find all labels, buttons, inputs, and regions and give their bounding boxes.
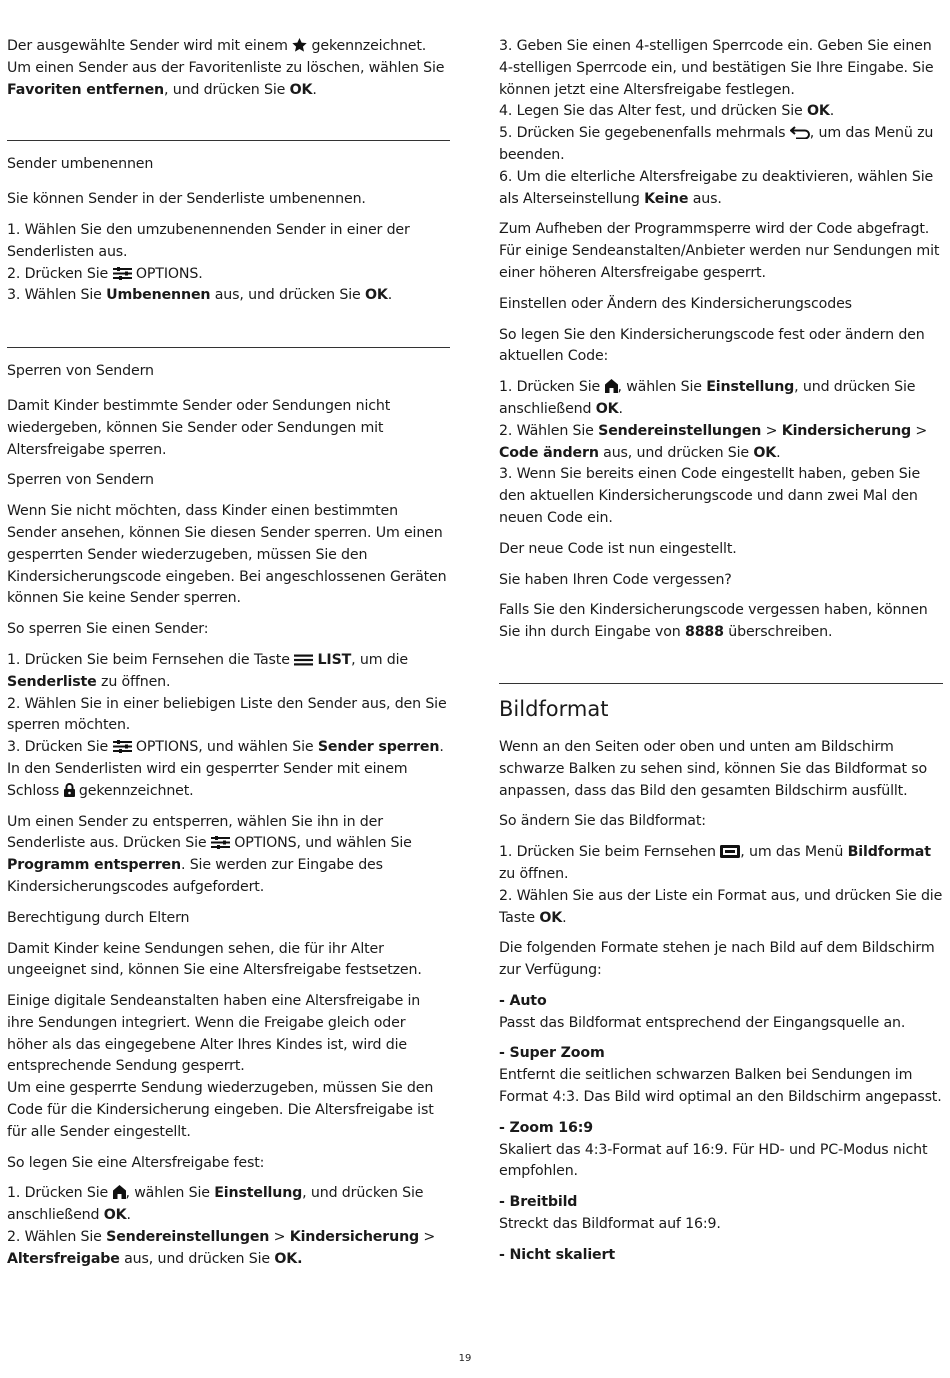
option-title: - Zoom 16:9 <box>499 1119 593 1136</box>
key-term: OPTIONS <box>135 265 199 282</box>
option-title: - Breitbild <box>499 1194 578 1211</box>
menu-term: Einstellung <box>214 1185 303 1202</box>
lock-icon <box>64 783 75 797</box>
code-value: 8888 <box>684 624 724 641</box>
text: > <box>423 1229 436 1246</box>
key-term: OPTIONS <box>234 835 297 852</box>
text: überschreiben. <box>728 624 833 641</box>
format-option <box>499 1245 943 1267</box>
menu-term: Senderliste <box>7 673 97 690</box>
key-term: OK <box>539 909 563 926</box>
paragraph: Sie können Sender in der Senderliste umbenennen. <box>7 191 366 208</box>
text: , und wählen Sie <box>198 739 314 756</box>
text: , um die <box>351 651 408 668</box>
menu-term: Kindersicherung <box>289 1229 420 1246</box>
text: aus, und drücken Sie <box>214 287 361 304</box>
section-heading: Sender umbenennen <box>7 156 154 173</box>
option-title: - Super Zoom <box>499 1045 605 1062</box>
steps <box>7 650 450 803</box>
option-title: - Auto <box>499 992 547 1009</box>
text: 2. Wählen Sie aus der Liste ein Format aus, und drücken Sie die Taste <box>499 887 943 926</box>
text: 1. Drücken Sie <box>499 379 601 396</box>
option-description: Skaliert das 4:3-Format auf 16:9. Für HD- und PC-Modus nicht empfohlen. <box>499 1141 928 1180</box>
options-icon <box>113 267 132 280</box>
text: . <box>618 400 623 417</box>
text: Um einen Sender zu entsperren, wählen Sie ihn in der Senderliste aus. Drücken Sie <box>7 813 383 852</box>
text: , um das Menü <box>740 844 844 861</box>
key-term: OK <box>289 81 313 98</box>
step: 3. Wenn Sie bereits einen Code eingestellt haben, geben Sie den aktuellen Kindersicherungscode und dann zwei Mal den neuen Code ein. <box>499 466 921 526</box>
text: aus. <box>692 190 722 207</box>
key-term: OK <box>753 444 777 461</box>
paragraph <box>7 812 450 899</box>
text: 3. Wählen Sie <box>7 287 102 304</box>
text: , und drücken Sie <box>164 81 286 98</box>
text: zu öffnen. <box>101 673 171 690</box>
text: , und wählen Sie <box>296 835 412 852</box>
text: 2. Drücken Sie <box>7 265 109 282</box>
steps <box>499 842 943 929</box>
text: , um das Menü zu beenden. <box>499 125 934 163</box>
paragraph: So legen Sie den Kindersicherungscode fest oder ändern den aktuellen Code: <box>499 326 925 365</box>
text: 1. Drücken Sie beim Fernsehen die Taste <box>7 651 290 668</box>
steps <box>499 36 943 210</box>
paragraph: So legen Sie eine Altersfreigabe fest: <box>7 1154 265 1171</box>
menu-term: Sendereinstellungen <box>598 422 762 439</box>
format-option <box>499 1043 943 1108</box>
text: . <box>198 265 203 282</box>
text: . <box>776 444 781 461</box>
text: 1. Drücken Sie <box>7 1185 109 1202</box>
menu-term: Bildformat <box>847 844 931 861</box>
menu-term: Favoriten entfernen <box>7 81 165 98</box>
text: 5. Drücken Sie gegebenenfalls mehrmals <box>499 125 786 142</box>
key-term: OPTIONS <box>135 739 199 756</box>
key-term: OK <box>364 287 388 304</box>
right-column <box>499 36 943 1276</box>
text: Falls Sie den Kindersicherungscode vergessen haben, können Sie ihn durch Eingabe von <box>499 602 928 641</box>
text: . <box>562 909 567 926</box>
text: > <box>765 422 778 439</box>
paragraph <box>7 991 450 1144</box>
option-description: Passt das Bildformat entsprechend der Eingangsquelle an. <box>499 1014 906 1031</box>
text: gekennzeichnet. Um einen Sender aus der Favoritenliste zu löschen, wählen Sie <box>7 38 445 76</box>
home-icon <box>605 379 618 393</box>
step: 3. Geben Sie einen 4-stelligen Sperrcode ein. Geben Sie einen 4-stelligen Sperrcode ein, und bestätigen Sie Ihre Eingabe. Sie können jetzt eine Altersfreigabe festlegen. <box>499 38 934 98</box>
text: 1. Drücken Sie beim Fernsehen <box>499 844 716 861</box>
paragraph: Damit Kinder bestimmte Sender oder Sendungen nicht wiedergeben, können Sie Sender oder Sendungen mit Altersfreigabe sperren. <box>7 397 391 458</box>
step: 2. Wählen Sie in einer beliebigen Liste den Sender aus, den Sie sperren möchten. <box>7 695 447 734</box>
format-option <box>499 991 943 1035</box>
text: 3. Drücken Sie <box>7 739 109 756</box>
menu-term: Umbenennen <box>106 287 211 304</box>
paragraph: Zum Aufheben der Programmsperre wird der Code abgefragt. Für einige Sendeanstalten/Anbieter werden nur Sendungen mit einer höheren Altersfreigabe gesperrt. <box>499 221 940 281</box>
options-icon <box>211 836 230 849</box>
paragraph: Der neue Code ist nun eingestellt. <box>499 540 737 557</box>
paragraph: So ändern Sie das Bildformat: <box>499 813 706 830</box>
page-number: 19 <box>458 1353 472 1364</box>
text: 2. Wählen Sie <box>7 1229 102 1246</box>
option-title: - Nicht skaliert <box>499 1246 615 1263</box>
text: gekennzeichnet. <box>78 782 194 799</box>
key-term: OK <box>103 1207 127 1224</box>
menu-term: Altersfreigabe <box>7 1250 120 1267</box>
text: 4. Legen Sie das Alter fest, und drücken Sie <box>499 103 803 120</box>
subheading: Einstellen oder Ändern des Kindersicherungscodes <box>499 295 852 312</box>
text: , und drücken Sie anschließend <box>7 1185 424 1224</box>
subheading: Sie haben Ihren Code vergessen? <box>499 571 732 588</box>
picture-format-icon <box>720 845 740 858</box>
text: zu öffnen. <box>499 865 569 882</box>
menu-term: Keine <box>644 190 689 207</box>
text: aus, und drücken Sie <box>124 1250 270 1267</box>
steps <box>7 1183 450 1270</box>
text: . <box>126 1207 131 1224</box>
section-divider <box>7 140 450 141</box>
section-heading: Sperren von Sendern <box>7 363 154 380</box>
key-term: OK <box>595 400 619 417</box>
paragraph: Die folgenden Formate stehen je nach Bild auf dem Bildschirm zur Verfügung: <box>499 940 935 979</box>
key-term: LIST <box>317 651 352 668</box>
text: . In den Senderlisten wird ein gesperrter Sender mit einem Schloss <box>7 739 444 799</box>
menu-term: Sender sperren <box>317 739 440 756</box>
text: . <box>312 81 317 98</box>
key-term: OK. <box>274 1250 303 1267</box>
menu-term: Sendereinstellungen <box>106 1229 270 1246</box>
list-icon <box>294 654 313 666</box>
back-icon <box>790 126 810 139</box>
section-divider <box>7 347 450 348</box>
paragraph: Wenn an den Seiten oder oben und unten am Bildschirm schwarze Balken zu sehen sind, können Sie das Bildformat so anpassen, dass das Bild den gesamten Bildschirm ausfüllt. <box>499 738 928 799</box>
paragraph <box>499 600 943 644</box>
section-title: Bildformat <box>499 696 609 721</box>
step: 1. Wählen Sie den umzubenennenden Sender in einer der Senderlisten aus. <box>7 221 410 260</box>
menu-term: Einstellung <box>706 379 795 396</box>
text: 2. Wählen Sie <box>499 422 594 439</box>
menu-term: Code ändern <box>499 444 599 461</box>
subheading: Berechtigung durch Eltern <box>7 909 190 926</box>
paragraph: Wenn Sie nicht möchten, dass Kinder einen bestimmten Sender ansehen, können Sie diesen Sender sperren. Um einen gesperrten Sender wiederzugeben, müssen Sie den Kindersicherungscode eingeben. Bei angeschlossenen Geräten können Sie keine Sender sperren. <box>7 503 447 607</box>
paragraph: So sperren Sie einen Sender: <box>7 621 209 638</box>
subheading: Sperren von Sendern <box>7 472 154 489</box>
text: , und drücken Sie anschließend <box>499 379 916 417</box>
paragraph: Damit Kinder keine Sendungen sehen, die für ihr Alter ungeeignet sind, können Sie eine Altersfreigabe festsetzen. <box>7 940 422 979</box>
key-term: OK <box>806 103 830 120</box>
steps <box>7 220 450 307</box>
left-column <box>7 36 450 1280</box>
text: , wählen Sie <box>617 379 702 396</box>
text: . Sie werden zur Eingabe des Kindersicherungscodes aufgefordert. <box>7 857 383 895</box>
home-icon <box>113 1185 126 1199</box>
text: , wählen Sie <box>125 1185 210 1202</box>
text: . <box>829 103 835 120</box>
text: Der ausgewählte Sender wird mit einem <box>7 38 288 54</box>
favorites-paragraph <box>7 36 450 101</box>
section-divider <box>499 683 943 684</box>
text: > <box>273 1229 286 1246</box>
star-icon <box>292 38 307 52</box>
text: Einige digitale Sendeanstalten haben eine Altersfreigabe in ihre Sendungen integriert. Wenn die Freigabe gleich oder höher als das eingegebene Alter Ihres Kindes ist, wird die entsprechende Sendung gesperrt. <box>7 993 421 1075</box>
text: aus, und drücken Sie <box>603 444 749 461</box>
menu-term: Kindersicherung <box>781 422 912 439</box>
format-option <box>499 1118 943 1183</box>
format-option <box>499 1192 943 1236</box>
steps <box>499 377 943 530</box>
option-description: Streckt das Bildformat auf 16:9. <box>499 1216 721 1233</box>
text: > <box>915 422 928 439</box>
menu-term: Programm entsperren <box>7 857 181 874</box>
options-icon <box>113 740 132 753</box>
option-description: Entfernt die seitlichen schwarzen Balken bei Sendungen im Format 4:3. Das Bild wird optimal an den Bildschirm angepasst. <box>499 1067 942 1106</box>
text: Um eine gesperrte Sendung wiederzugeben, müssen Sie den Code für die Kindersicherung eingeben. Die Altersfreigabe ist für alle Sender eingestellt. <box>7 1080 434 1140</box>
text: 6. Um die elterliche Altersfreigabe zu deaktivieren, wählen Sie als Alterseinstellung <box>499 168 934 207</box>
text: . <box>387 287 393 304</box>
